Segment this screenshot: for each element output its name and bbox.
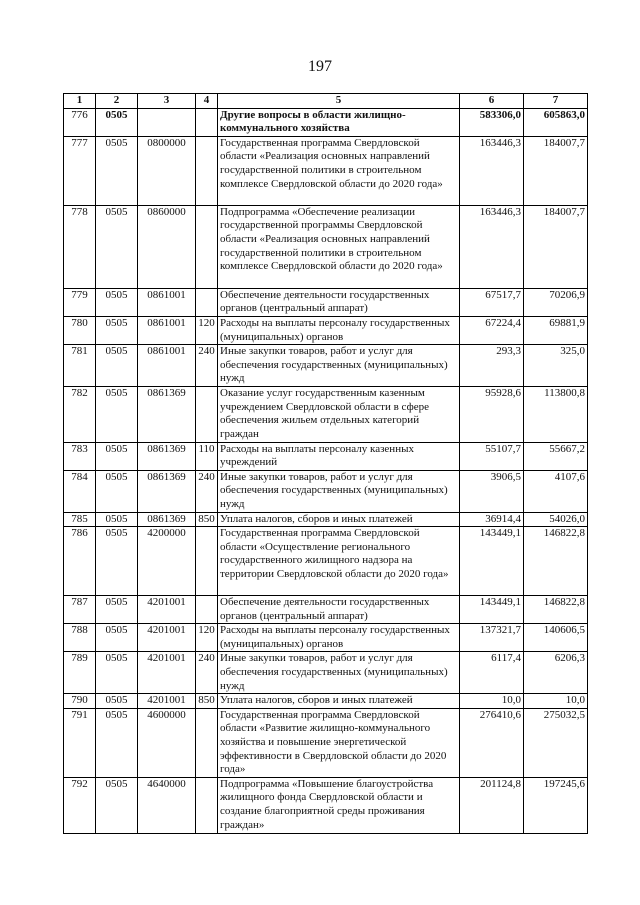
item-name: Уплата налогов, сборов и иных платежей xyxy=(218,512,460,527)
column-header: 2 xyxy=(96,94,138,109)
expense-type-code: 240 xyxy=(196,470,218,512)
row-number: 789 xyxy=(64,652,96,694)
target-article-code: 0861369 xyxy=(138,442,196,470)
row-number: 780 xyxy=(64,316,96,344)
amount-year-1: 163446,3 xyxy=(460,205,524,288)
expense-type-code xyxy=(196,205,218,288)
row-number: 779 xyxy=(64,288,96,316)
table-row xyxy=(64,777,588,833)
row-number: 784 xyxy=(64,470,96,512)
column-header: 1 xyxy=(64,94,96,109)
item-name: Иные закупки товаров, работ и услуг для обеспечения государственных (муниципальных) нужд xyxy=(218,652,460,694)
target-article-code: 0800000 xyxy=(138,136,196,205)
amount-year-1: 137321,7 xyxy=(460,624,524,652)
amount-year-2: 140606,5 xyxy=(524,624,588,652)
expense-type-code xyxy=(196,136,218,205)
item-name: Обеспечение деятельности государственных органов (центральный аппарат) xyxy=(218,596,460,624)
target-article-code: 0861001 xyxy=(138,345,196,387)
item-name: Расходы на выплаты персоналу государственных (муниципальных) органов xyxy=(218,624,460,652)
target-article-code: 0861369 xyxy=(138,387,196,442)
amount-year-2: 605863,0 xyxy=(524,108,588,136)
section-code: 0505 xyxy=(96,108,138,136)
item-name: Подпрограмма «Повышение благоустройства жилищного фонда Свердловской области и создание благоприятной среды проживания граждан» xyxy=(218,777,460,833)
target-article-code: 0860000 xyxy=(138,205,196,288)
column-header: 4 xyxy=(196,94,218,109)
table-row xyxy=(64,527,588,596)
expense-type-code: 240 xyxy=(196,345,218,387)
table-row xyxy=(64,470,588,512)
table-row xyxy=(64,694,588,709)
target-article-code: 4640000 xyxy=(138,777,196,833)
table-row xyxy=(64,387,588,442)
amount-year-1: 3906,5 xyxy=(460,470,524,512)
section-code: 0505 xyxy=(96,694,138,709)
table-row xyxy=(64,136,588,205)
expense-type-code: 120 xyxy=(196,624,218,652)
item-name: Обеспечение деятельности государственных органов (центральный аппарат) xyxy=(218,288,460,316)
expense-type-code xyxy=(196,108,218,136)
table-row xyxy=(64,624,588,652)
expense-type-code: 850 xyxy=(196,694,218,709)
row-number: 776 xyxy=(64,108,96,136)
expense-type-code: 110 xyxy=(196,442,218,470)
section-code: 0505 xyxy=(96,205,138,288)
target-article-code: 4201001 xyxy=(138,694,196,709)
row-number: 790 xyxy=(64,694,96,709)
amount-year-1: 201124,8 xyxy=(460,777,524,833)
amount-year-2: 55667,2 xyxy=(524,442,588,470)
item-name: Уплата налогов, сборов и иных платежей xyxy=(218,694,460,709)
page-number: 197 xyxy=(308,58,332,75)
amount-year-1: 6117,4 xyxy=(460,652,524,694)
table-row xyxy=(64,205,588,288)
amount-year-1: 55107,7 xyxy=(460,442,524,470)
section-code: 0505 xyxy=(96,624,138,652)
target-article-code: 4201001 xyxy=(138,624,196,652)
section-code: 0505 xyxy=(96,316,138,344)
expense-type-code: 120 xyxy=(196,316,218,344)
row-number: 782 xyxy=(64,387,96,442)
target-article-code: 4600000 xyxy=(138,708,196,777)
amount-year-1: 36914,4 xyxy=(460,512,524,527)
amount-year-2: 197245,6 xyxy=(524,777,588,833)
expense-type-code xyxy=(196,708,218,777)
amount-year-2: 184007,7 xyxy=(524,205,588,288)
row-number: 786 xyxy=(64,527,96,596)
expense-type-code xyxy=(196,777,218,833)
expense-type-code xyxy=(196,288,218,316)
target-article-code: 4201001 xyxy=(138,596,196,624)
target-article-code xyxy=(138,108,196,136)
item-name: Иные закупки товаров, работ и услуг для обеспечения государственных (муниципальных) нужд xyxy=(218,470,460,512)
section-code: 0505 xyxy=(96,527,138,596)
section-code: 0505 xyxy=(96,596,138,624)
section-code: 0505 xyxy=(96,708,138,777)
amount-year-1: 95928,6 xyxy=(460,387,524,442)
row-number: 787 xyxy=(64,596,96,624)
expense-type-code xyxy=(196,527,218,596)
column-header: 6 xyxy=(460,94,524,109)
section-code: 0505 xyxy=(96,470,138,512)
amount-year-2: 54026,0 xyxy=(524,512,588,527)
target-article-code: 0861001 xyxy=(138,288,196,316)
item-name: Другие вопросы в области жилищно-коммунального хозяйства xyxy=(218,108,460,136)
target-article-code: 0861001 xyxy=(138,316,196,344)
row-number: 791 xyxy=(64,708,96,777)
item-name: Оказание услуг государственным казенным учреждением Свердловской области в сфере обеспечения жильем отдельных категорий граждан xyxy=(218,387,460,442)
amount-year-1: 67224,4 xyxy=(460,316,524,344)
section-code: 0505 xyxy=(96,442,138,470)
section-code: 0505 xyxy=(96,345,138,387)
item-name: Подпрограмма «Обеспечение реализации государственной программы Свердловской области «Реализация основных направлений государственной политики в строительном комплексе Свердловской области до 2020 года» xyxy=(218,205,460,288)
amount-year-2: 275032,5 xyxy=(524,708,588,777)
expense-type-code: 240 xyxy=(196,652,218,694)
amount-year-2: 325,0 xyxy=(524,345,588,387)
item-name: Государственная программа Свердловской области «Реализация основных направлений государственной политики в строительном комплексе Свердловской области до 2020 года» xyxy=(218,136,460,205)
amount-year-2: 69881,9 xyxy=(524,316,588,344)
item-name: Государственная программа Свердловской области «Осуществление регионального государственного жилищного надзора на территории Свердловской области до 2020 года» xyxy=(218,527,460,596)
target-article-code: 4200000 xyxy=(138,527,196,596)
amount-year-2: 184007,7 xyxy=(524,136,588,205)
column-header: 3 xyxy=(138,94,196,109)
budget-table xyxy=(63,93,588,834)
item-name: Государственная программа Свердловской области «Развитие жилищно-коммунального хозяйства и повышение энергетической эффективности в Свердловской области до 2020 года» xyxy=(218,708,460,777)
amount-year-1: 163446,3 xyxy=(460,136,524,205)
table-header-row xyxy=(64,94,588,109)
expense-type-code: 850 xyxy=(196,512,218,527)
section-code: 0505 xyxy=(96,387,138,442)
amount-year-2: 6206,3 xyxy=(524,652,588,694)
expense-type-code xyxy=(196,596,218,624)
row-number: 781 xyxy=(64,345,96,387)
target-article-code: 0861369 xyxy=(138,512,196,527)
amount-year-2: 146822,8 xyxy=(524,596,588,624)
section-code: 0505 xyxy=(96,288,138,316)
table-row xyxy=(64,512,588,527)
target-article-code: 4201001 xyxy=(138,652,196,694)
row-number: 777 xyxy=(64,136,96,205)
table-row xyxy=(64,442,588,470)
amount-year-2: 4107,6 xyxy=(524,470,588,512)
table-row xyxy=(64,708,588,777)
row-number: 783 xyxy=(64,442,96,470)
amount-year-1: 276410,6 xyxy=(460,708,524,777)
amount-year-1: 67517,7 xyxy=(460,288,524,316)
amount-year-1: 10,0 xyxy=(460,694,524,709)
section-code: 0505 xyxy=(96,136,138,205)
amount-year-2: 10,0 xyxy=(524,694,588,709)
row-number: 778 xyxy=(64,205,96,288)
row-number: 788 xyxy=(64,624,96,652)
table-row xyxy=(64,108,588,136)
amount-year-1: 293,3 xyxy=(460,345,524,387)
table-row xyxy=(64,596,588,624)
amount-year-2: 70206,9 xyxy=(524,288,588,316)
table-row xyxy=(64,652,588,694)
item-name: Расходы на выплаты персоналу государственных (муниципальных) органов xyxy=(218,316,460,344)
section-code: 0505 xyxy=(96,512,138,527)
column-header: 5 xyxy=(218,94,460,109)
amount-year-2: 113800,8 xyxy=(524,387,588,442)
amount-year-2: 146822,8 xyxy=(524,527,588,596)
section-code: 0505 xyxy=(96,777,138,833)
amount-year-1: 143449,1 xyxy=(460,527,524,596)
table-row xyxy=(64,316,588,344)
row-number: 785 xyxy=(64,512,96,527)
amount-year-1: 143449,1 xyxy=(460,596,524,624)
item-name: Расходы на выплаты персоналу казенных учреждений xyxy=(218,442,460,470)
section-code: 0505 xyxy=(96,652,138,694)
column-header: 7 xyxy=(524,94,588,109)
amount-year-1: 583306,0 xyxy=(460,108,524,136)
target-article-code: 0861369 xyxy=(138,470,196,512)
table-row xyxy=(64,288,588,316)
table-row xyxy=(64,345,588,387)
item-name: Иные закупки товаров, работ и услуг для обеспечения государственных (муниципальных) нужд xyxy=(218,345,460,387)
expense-type-code xyxy=(196,387,218,442)
row-number: 792 xyxy=(64,777,96,833)
